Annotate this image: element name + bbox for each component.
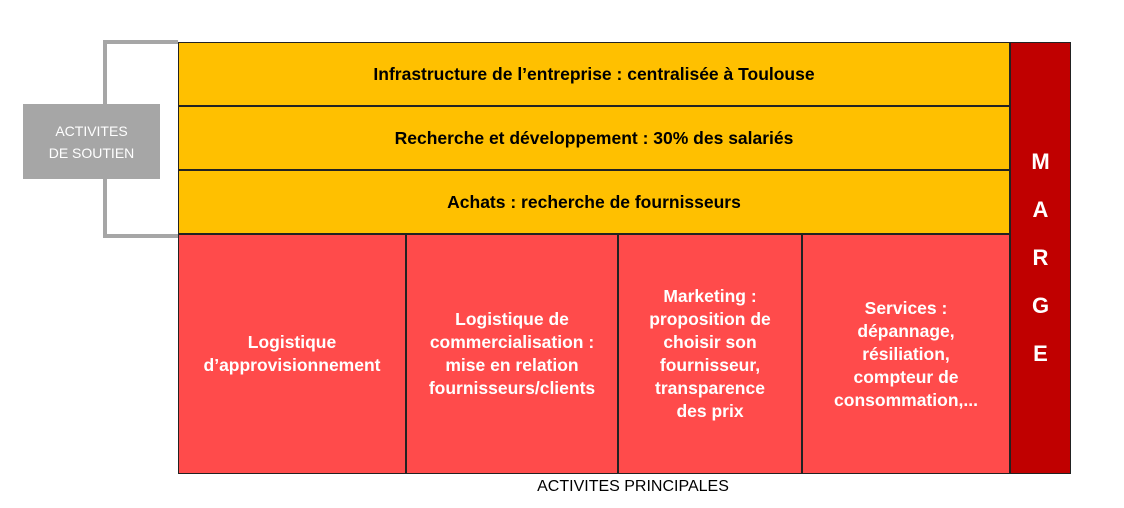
primary-marketing (618, 234, 802, 474)
primary-line: commercialisation : (429, 332, 595, 352)
band-purchasing (178, 170, 1010, 234)
primary-activities-label: ACTIVITES PRINCIPALES (537, 478, 729, 495)
primary-text (429, 308, 595, 400)
margin-letter: E (1033, 341, 1048, 366)
margin-letter: R (1032, 245, 1049, 270)
primary-line: d’approvisionnement (203, 355, 381, 375)
support-bracket-top (103, 40, 178, 44)
band-label: Achats : recherche de fournisseurs (447, 191, 741, 212)
support-activities-label (23, 104, 160, 179)
band-label: Infrastructure de l’entreprise : centralisée à Toulouse (373, 63, 815, 84)
support-label-line1: ACTIVITES (55, 122, 128, 139)
primary-line: Logistique (247, 332, 337, 352)
primary-text (204, 331, 381, 377)
primary-line: proposition de (649, 309, 771, 329)
support-label-line2: DE SOUTIEN (48, 144, 135, 161)
margin-letter: M (1031, 149, 1050, 174)
primary-line: mise en relation (445, 355, 579, 375)
margin-letter: G (1031, 293, 1050, 318)
primary-text (834, 297, 978, 412)
primary-line: transparence (655, 378, 765, 398)
primary-line: dépannage, (857, 320, 955, 341)
primary-line: consommation,... (834, 389, 978, 410)
band-label: Recherche et développement : 30% des salariés (394, 127, 794, 148)
margin-column (1010, 42, 1071, 474)
primary-text (649, 285, 771, 423)
margin-letter: A (1032, 197, 1049, 222)
primary-line: des prix (676, 401, 744, 421)
band-rnd (178, 106, 1010, 170)
primary-line: choisir son (663, 332, 757, 352)
primary-line: Marketing : (663, 286, 757, 306)
primary-line: fournisseurs/clients (428, 378, 596, 398)
primary-line: fournisseur, (659, 355, 761, 375)
primary-line: Logistique de (455, 309, 569, 329)
primary-line: Services : (864, 297, 948, 318)
primary-line: résiliation, (862, 343, 950, 364)
primary-services (802, 234, 1010, 474)
band-infrastructure (178, 42, 1010, 106)
support-bracket-bottom (103, 234, 178, 238)
primary-line: compteur de (853, 366, 959, 387)
primary-commercial-logistics (406, 234, 618, 474)
primary-inbound-logistics (178, 234, 406, 474)
